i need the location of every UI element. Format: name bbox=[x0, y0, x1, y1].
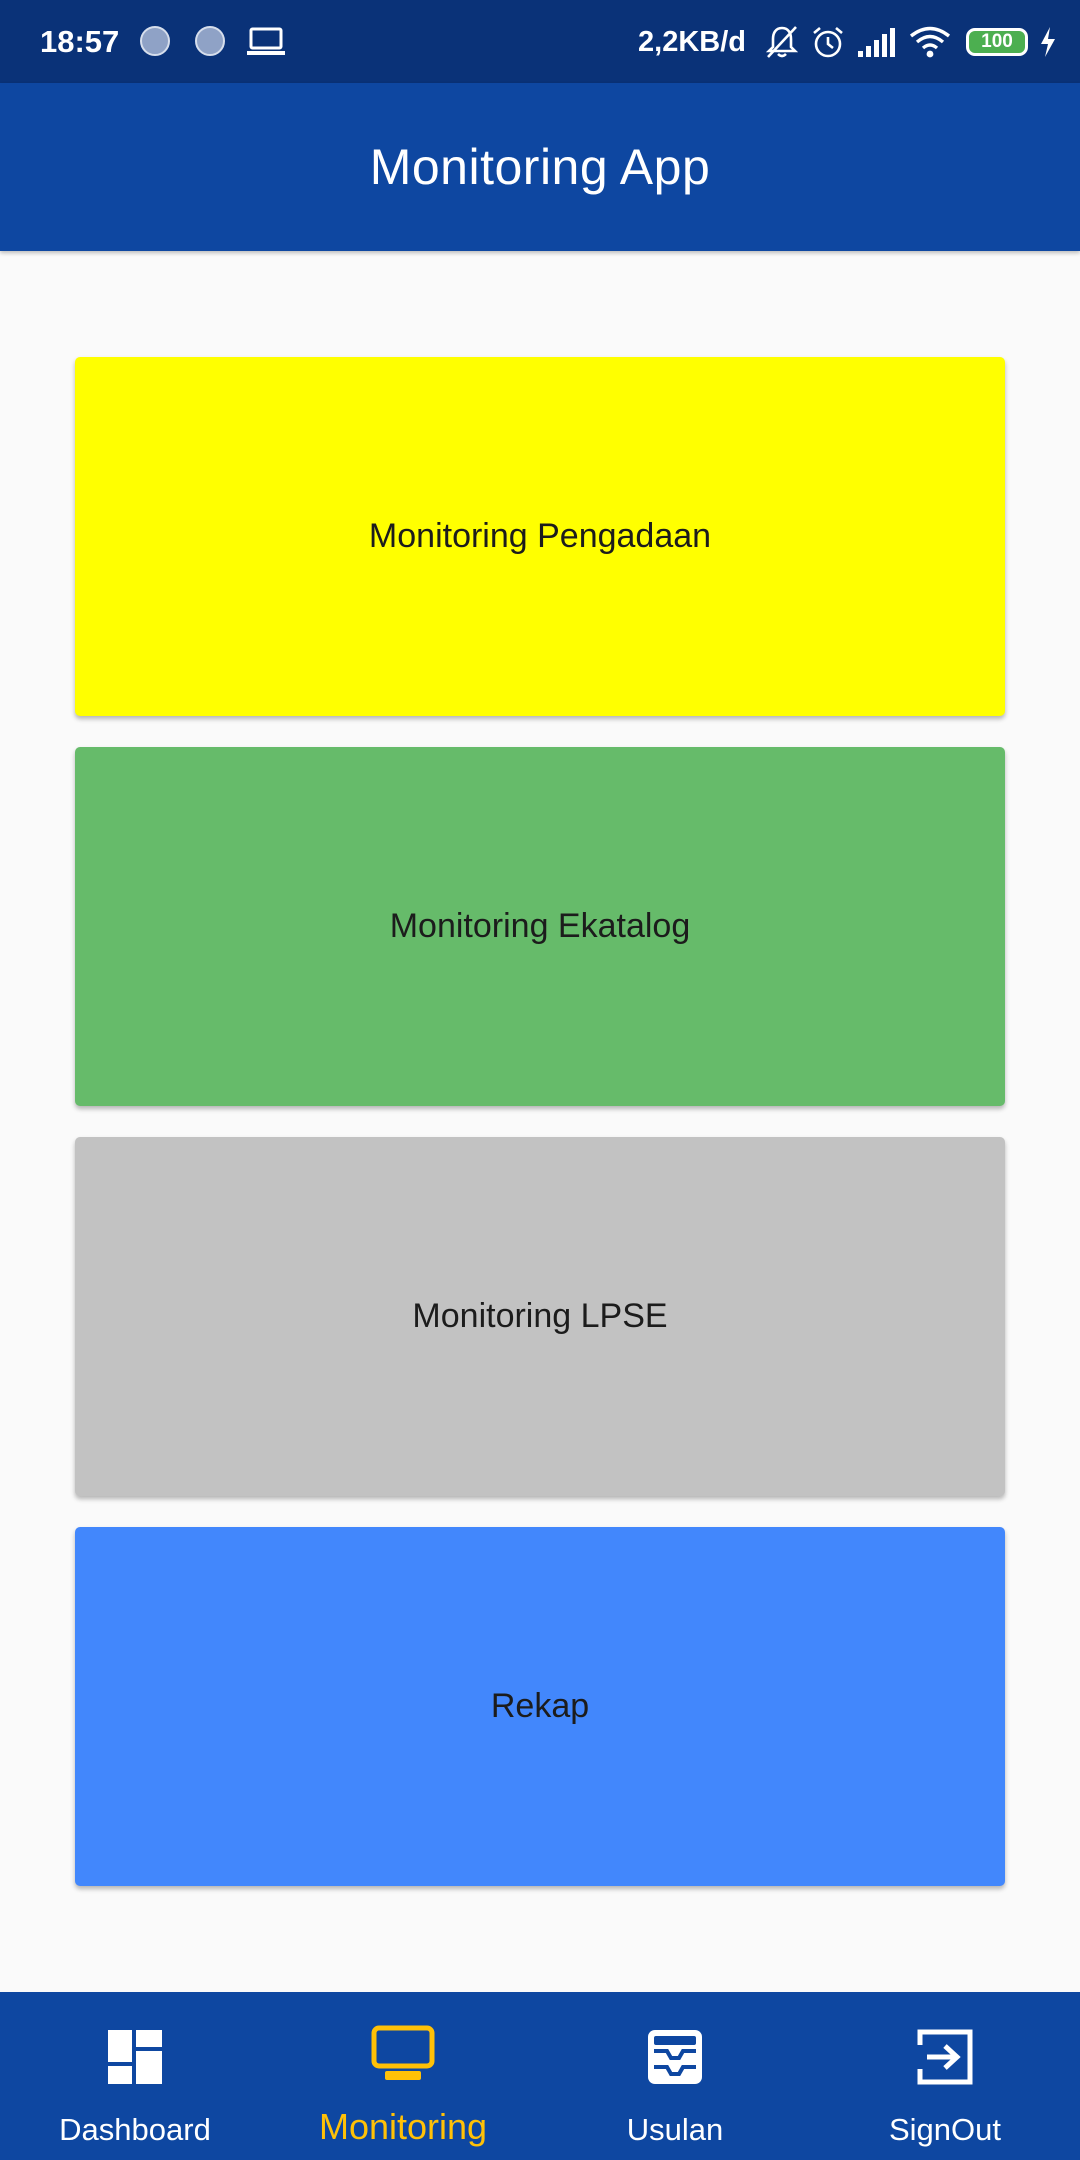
battery-icon bbox=[966, 28, 1028, 56]
status-right-group bbox=[638, 18, 1058, 66]
dashboard-icon bbox=[105, 2027, 165, 2087]
nav-item-monitoring[interactable] bbox=[268, 1992, 538, 2160]
nav-label: Monitoring bbox=[318, 2106, 488, 2147]
nav-item-signout[interactable] bbox=[810, 1992, 1080, 2160]
card-label: Monitoring Pengadaan bbox=[368, 517, 712, 555]
charging-icon bbox=[1038, 25, 1058, 59]
notification-dot-icon bbox=[140, 26, 170, 56]
status-time: 18:57 bbox=[40, 24, 120, 59]
card-label: Monitoring LPSE bbox=[412, 1297, 668, 1335]
nav-item-dashboard[interactable] bbox=[0, 1992, 270, 2160]
battery-level: 100 bbox=[981, 31, 1013, 52]
nav-label: Dashboard bbox=[59, 2112, 211, 2147]
nav-label: SignOut bbox=[888, 2112, 1001, 2147]
network-speed: 2,2KB/d bbox=[638, 25, 746, 58]
bottom-navigation bbox=[0, 1992, 1080, 2160]
monitoring-ekatalog-button[interactable] bbox=[75, 747, 1005, 1106]
alarm-icon bbox=[810, 24, 846, 60]
monitoring-pengadaan-button[interactable] bbox=[75, 357, 1005, 716]
monitoring-lpse-button[interactable] bbox=[75, 1137, 1005, 1496]
page-title: Monitoring App bbox=[369, 139, 711, 195]
inbox-icon bbox=[645, 2027, 705, 2087]
nav-item-usulan[interactable] bbox=[540, 1992, 810, 2160]
nav-label: Usulan bbox=[626, 2112, 724, 2147]
monitor-icon bbox=[371, 2025, 435, 2083]
app-bar bbox=[0, 83, 1080, 251]
laptop-icon bbox=[246, 26, 286, 58]
card-label: Rekap bbox=[490, 1687, 590, 1725]
signal-icon bbox=[856, 25, 898, 59]
status-bar bbox=[0, 0, 1080, 83]
rekap-button[interactable] bbox=[75, 1527, 1005, 1886]
notification-dot-icon bbox=[195, 26, 225, 56]
card-label: Monitoring Ekatalog bbox=[389, 907, 691, 945]
wifi-icon bbox=[908, 25, 952, 59]
mute-icon bbox=[764, 24, 800, 60]
signout-icon bbox=[915, 2027, 975, 2087]
